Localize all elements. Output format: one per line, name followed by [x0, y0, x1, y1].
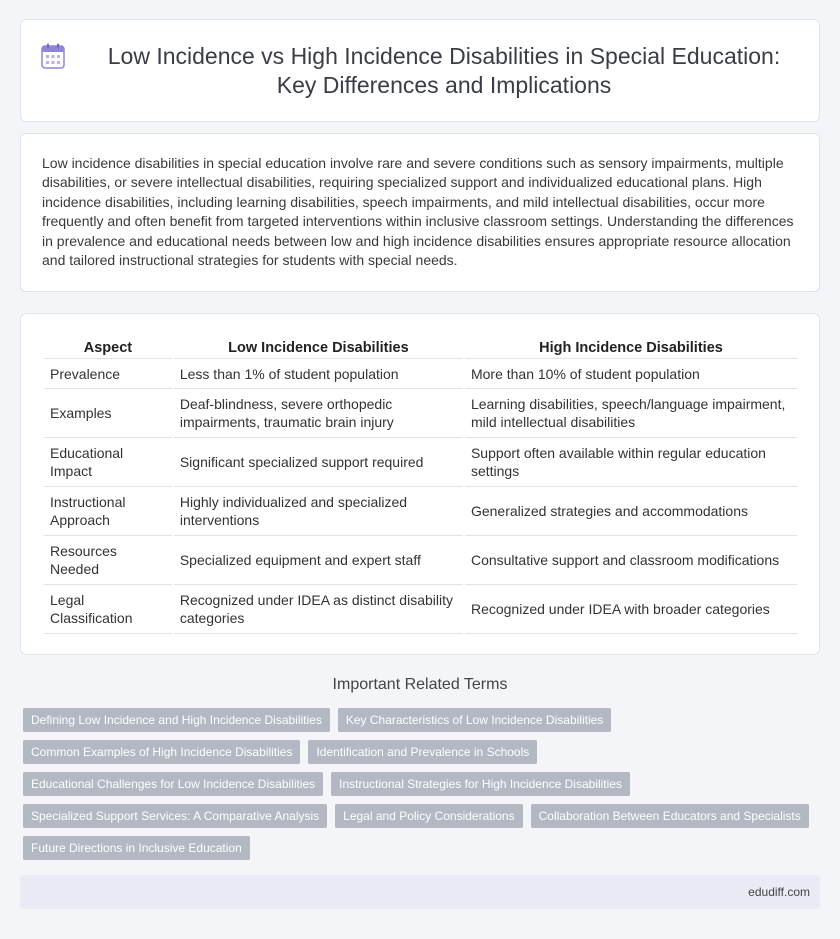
table-header-row: [44, 333, 797, 359]
table-row: [44, 438, 797, 487]
table-row: [44, 389, 797, 438]
related-term-link[interactable]: Key Characteristics of Low Incidence Disabilities: [338, 708, 611, 732]
intro-card: [20, 133, 820, 292]
related-terms-list: [23, 708, 823, 868]
related-term-link[interactable]: Future Directions in Inclusive Education: [23, 836, 250, 860]
row-high: Support often available within regular education settings: [465, 438, 797, 487]
header-high-incidence: High Incidence Disabilities: [465, 333, 797, 359]
row-aspect: Resources Needed: [44, 536, 172, 585]
row-low: Specialized equipment and expert staff: [174, 536, 463, 585]
row-aspect: Legal Classification: [44, 585, 172, 634]
comparison-card: [20, 313, 820, 655]
related-term-link[interactable]: Common Examples of High Incidence Disabilities: [23, 740, 300, 764]
row-high: Consultative support and classroom modifications: [465, 536, 797, 585]
footer: [20, 875, 820, 909]
row-low: Recognized under IDEA as distinct disability categories: [174, 585, 463, 634]
row-high: More than 10% of student population: [465, 359, 797, 389]
related-term-link[interactable]: Educational Challenges for Low Incidence Disabilities: [23, 772, 323, 796]
row-low: Highly individualized and specialized interventions: [174, 487, 463, 536]
intro-paragraph: Low incidence disabilities in special education involve rare and severe conditions such as sensory impairments, multiple disabilities, or severe intellectual disabilities, requiring specialized support and individualized educational plans. High incidence disabilities, including learning disabilities, speech impairments, and mild intellectual disabilities, occur more frequently and often benefit from targeted interventions within inclusive classroom settings. Understanding the differences in prevalence and educational needs between low and high incidence disabilities ensures appropriate resource allocation and tailored instructional strategies for students with special needs.: [42, 155, 794, 269]
related-terms-title: Important Related Terms: [332, 676, 508, 693]
table-row: [44, 585, 797, 634]
page-title: Low Incidence vs High Incidence Disabilities in Special Education: Key Differences and Implications: [107, 42, 781, 98]
related-term-link[interactable]: Defining Low Incidence and High Incidence Disabilities: [23, 708, 330, 732]
calendar-icon: [41, 43, 65, 69]
related-term-link[interactable]: Collaboration Between Educators and Specialists: [531, 804, 809, 828]
header-aspect: Aspect: [44, 333, 172, 359]
header-card: [20, 19, 820, 122]
comparison-table: [42, 333, 799, 634]
row-high: Generalized strategies and accommodations: [465, 487, 797, 536]
row-aspect: Educational Impact: [44, 438, 172, 487]
row-aspect: Examples: [44, 389, 172, 438]
related-term-link[interactable]: Instructional Strategies for High Incidence Disabilities: [331, 772, 630, 796]
row-low: Less than 1% of student population: [174, 359, 463, 389]
row-low: Deaf-blindness, severe orthopedic impairments, traumatic brain injury: [174, 389, 463, 438]
row-aspect: Instructional Approach: [44, 487, 172, 536]
site-link[interactable]: edudiff.com: [748, 885, 810, 899]
related-term-link[interactable]: Identification and Prevalence in Schools: [308, 740, 537, 764]
row-aspect: Prevalence: [44, 359, 172, 389]
table-row: [44, 536, 797, 585]
row-high: Learning disabilities, speech/language impairment, mild intellectual disabilities: [465, 389, 797, 438]
table-row: [44, 487, 797, 536]
related-term-link[interactable]: Legal and Policy Considerations: [335, 804, 522, 828]
header-low-incidence: Low Incidence Disabilities: [174, 333, 463, 359]
row-low: Significant specialized support required: [174, 438, 463, 487]
related-term-link[interactable]: Specialized Support Services: A Comparative Analysis: [23, 804, 327, 828]
row-high: Recognized under IDEA with broader categories: [465, 585, 797, 634]
table-row: [44, 359, 797, 389]
